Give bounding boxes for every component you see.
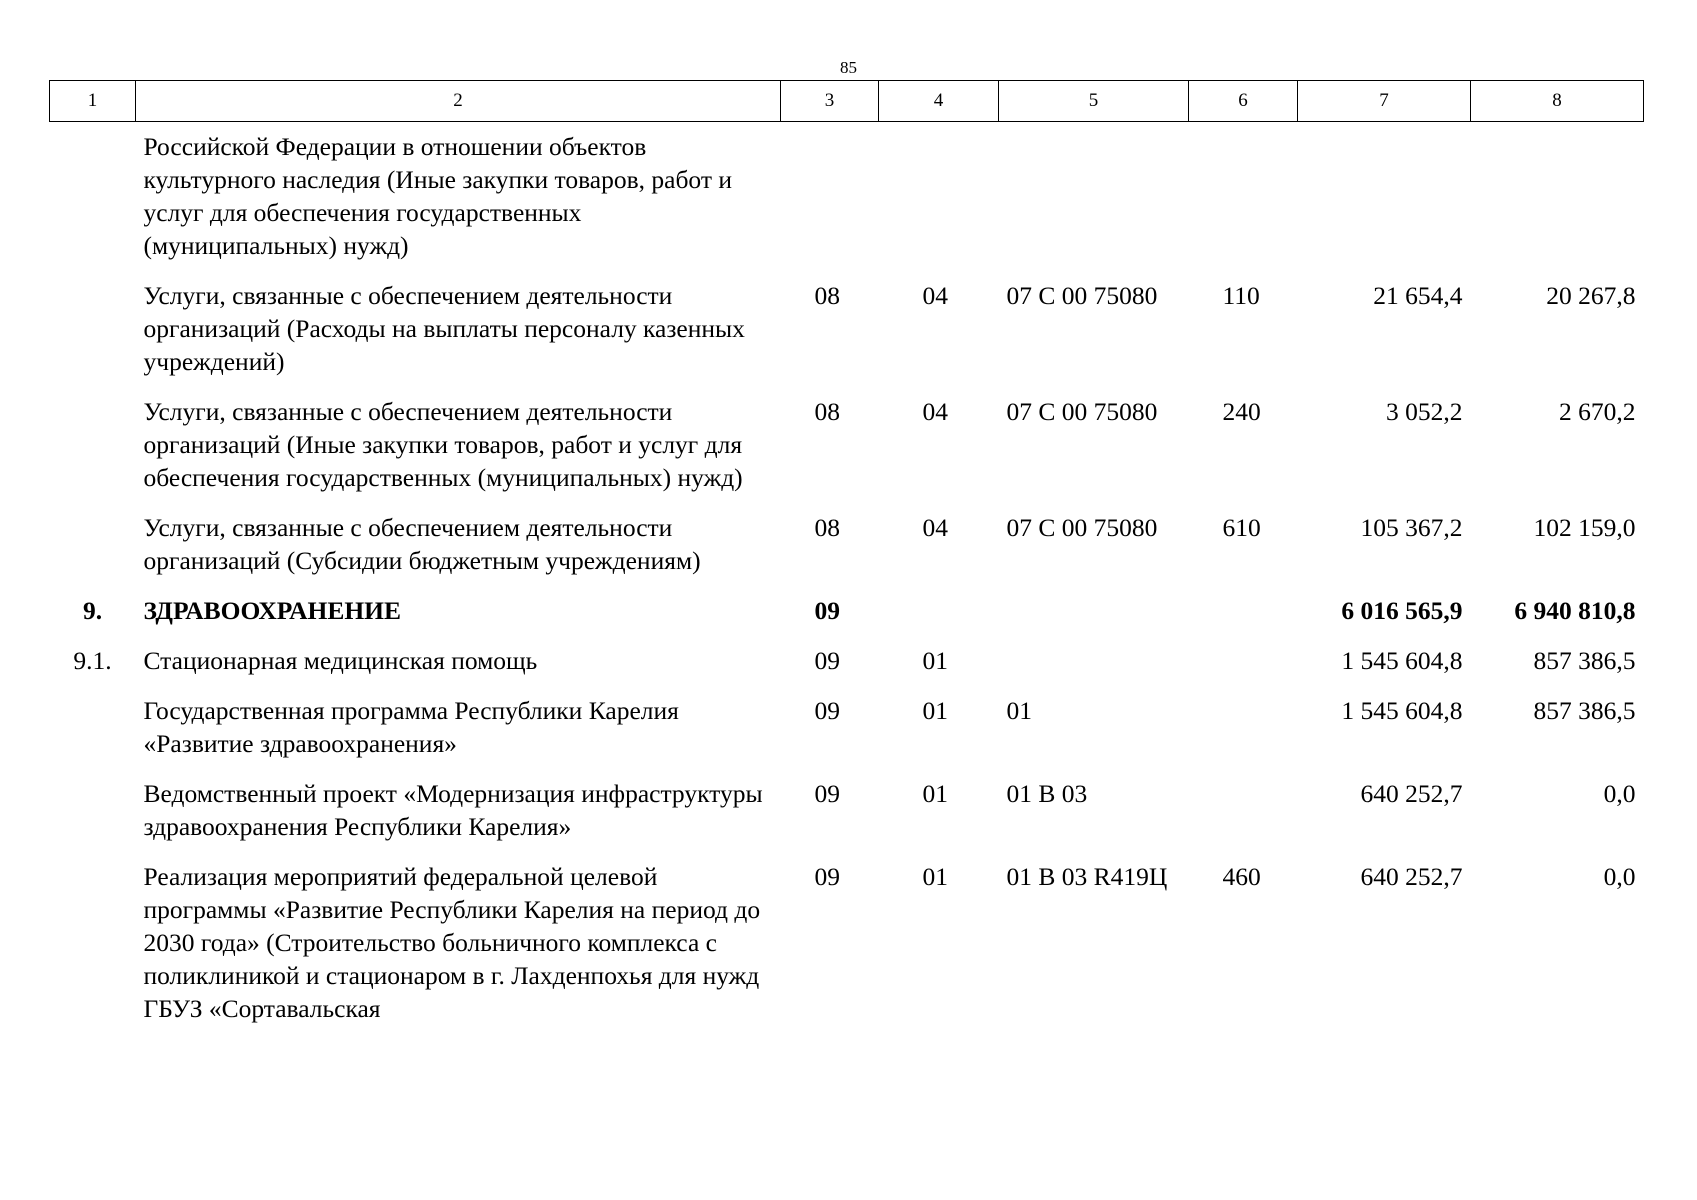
row-amount-year1: 640 252,7 bbox=[1360, 862, 1463, 891]
row-target-article: 07 С 00 75080 bbox=[1006, 397, 1158, 426]
row-amount-year2 bbox=[1471, 122, 1644, 273]
header-col-3: 3 bbox=[781, 81, 879, 122]
row-amount-year2: 102 159,0 bbox=[1533, 513, 1636, 542]
row-subsection bbox=[879, 587, 999, 637]
header-col-8: 8 bbox=[1471, 81, 1644, 122]
row-amount-year2: 857 386,5 bbox=[1533, 646, 1636, 675]
row-target-article: 01 bbox=[1006, 696, 1032, 725]
row-expense-type bbox=[1189, 637, 1298, 687]
row-target-article: 01 В 03 R419Ц bbox=[1006, 862, 1168, 891]
table-row bbox=[50, 637, 1644, 687]
row-name: Услуги, связанные с обеспечением деятельности организаций (Иные закупки товаров, работ и услуг для обеспечения государственных (муниципальных) нужд) bbox=[143, 397, 743, 492]
header-col-7: 7 bbox=[1298, 81, 1471, 122]
row-number bbox=[50, 388, 136, 504]
row-expense-type bbox=[1189, 687, 1298, 770]
row-amount-year2: 0,0 bbox=[1603, 779, 1636, 808]
row-target-article bbox=[999, 637, 1189, 687]
row-amount-year1: 6 016 565,9 bbox=[1341, 596, 1463, 625]
header-col-1: 1 bbox=[50, 81, 136, 122]
row-target-article bbox=[999, 122, 1189, 273]
row-amount-year1: 1 545 604,8 bbox=[1341, 696, 1463, 725]
header-col-6: 6 bbox=[1189, 81, 1298, 122]
row-section bbox=[781, 122, 879, 273]
row-expense-type bbox=[1189, 770, 1298, 853]
row-number bbox=[50, 272, 136, 388]
row-name: Российской Федерации в отношении объектов культурного наследия (Иные закупки товаров, работ и услуг для обеспечения государственных (муниципальных) нужд) bbox=[143, 132, 733, 260]
row-name: Государственная программа Республики Карелия «Развитие здравоохранения» bbox=[143, 696, 679, 758]
table-row bbox=[50, 587, 1644, 637]
row-section: 09 bbox=[814, 646, 840, 675]
row-expense-type: 240 bbox=[1222, 397, 1261, 426]
header-row bbox=[50, 81, 1644, 122]
row-name: Услуги, связанные с обеспечением деятельности организаций (Субсидии бюджетным учреждениям) bbox=[143, 513, 701, 575]
row-number bbox=[50, 853, 136, 1035]
row-number bbox=[50, 770, 136, 853]
row-expense-type: 110 bbox=[1222, 281, 1260, 310]
budget-table bbox=[49, 80, 1644, 1035]
row-number bbox=[50, 504, 136, 587]
row-amount-year1: 105 367,2 bbox=[1360, 513, 1463, 542]
row-expense-type: 610 bbox=[1222, 513, 1261, 542]
row-amount-year1: 640 252,7 bbox=[1360, 779, 1463, 808]
table-header bbox=[50, 81, 1644, 122]
row-target-article: 07 С 00 75080 bbox=[1006, 513, 1158, 542]
page-number: 85 bbox=[840, 58, 857, 77]
row-section: 09 bbox=[814, 696, 840, 725]
row-amount-year1: 3 052,2 bbox=[1386, 397, 1463, 426]
row-target-article bbox=[999, 587, 1189, 637]
header-col-4: 4 bbox=[879, 81, 999, 122]
row-subsection: 01 bbox=[922, 646, 948, 675]
row-subsection: 01 bbox=[922, 779, 948, 808]
table-row bbox=[50, 770, 1644, 853]
row-name: Услуги, связанные с обеспечением деятельности организаций (Расходы на выплаты персоналу казенных учреждений) bbox=[143, 281, 745, 376]
row-name: Стационарная медицинская помощь bbox=[143, 646, 538, 675]
row-section: 08 bbox=[814, 513, 840, 542]
row-expense-type bbox=[1189, 587, 1298, 637]
row-amount-year1: 21 654,4 bbox=[1373, 281, 1463, 310]
header-col-5: 5 bbox=[999, 81, 1189, 122]
row-subsection: 04 bbox=[922, 513, 948, 542]
row-amount-year2: 6 940 810,8 bbox=[1514, 596, 1636, 625]
row-name: ЗДРАВООХРАНЕНИЕ bbox=[143, 596, 402, 625]
row-number: 9.1. bbox=[73, 646, 112, 675]
row-number: 9. bbox=[82, 596, 103, 625]
table-row bbox=[50, 388, 1644, 504]
table-row bbox=[50, 122, 1644, 273]
row-amount-year2: 857 386,5 bbox=[1533, 696, 1636, 725]
row-expense-type: 460 bbox=[1222, 862, 1261, 891]
row-number bbox=[50, 122, 136, 273]
header-col-2: 2 bbox=[136, 81, 781, 122]
row-amount-year1 bbox=[1298, 122, 1471, 273]
table-body bbox=[50, 122, 1644, 1036]
table-row bbox=[50, 687, 1644, 770]
row-amount-year2: 0,0 bbox=[1603, 862, 1636, 891]
row-expense-type bbox=[1189, 122, 1298, 273]
row-subsection bbox=[879, 122, 999, 273]
row-amount-year2: 2 670,2 bbox=[1559, 397, 1636, 426]
table-row bbox=[50, 853, 1644, 1035]
row-section: 09 bbox=[814, 779, 840, 808]
row-subsection: 04 bbox=[922, 397, 948, 426]
row-amount-year1: 1 545 604,8 bbox=[1341, 646, 1463, 675]
row-amount-year2: 20 267,8 bbox=[1546, 281, 1636, 310]
table-row bbox=[50, 272, 1644, 388]
row-section: 08 bbox=[814, 397, 840, 426]
row-section: 09 bbox=[814, 862, 840, 891]
row-name: Ведомственный проект «Модернизация инфраструктуры здравоохранения Республики Карелия» bbox=[143, 779, 763, 841]
row-subsection: 01 bbox=[922, 696, 948, 725]
row-subsection: 01 bbox=[922, 862, 948, 891]
row-number bbox=[50, 687, 136, 770]
row-subsection: 04 bbox=[922, 281, 948, 310]
row-section: 09 bbox=[814, 596, 840, 625]
table-row bbox=[50, 504, 1644, 587]
row-target-article: 01 В 03 bbox=[1006, 779, 1088, 808]
row-target-article: 07 С 00 75080 bbox=[1006, 281, 1158, 310]
row-section: 08 bbox=[814, 281, 840, 310]
row-name: Реализация мероприятий федеральной целевой программы «Развитие Республики Карелия на период до 2030 года» (Строительство больничного комплекса с поликлиникой и стационаром в г. Лахденпохья для нужд ГБУЗ «Сортавальская bbox=[143, 862, 761, 1023]
